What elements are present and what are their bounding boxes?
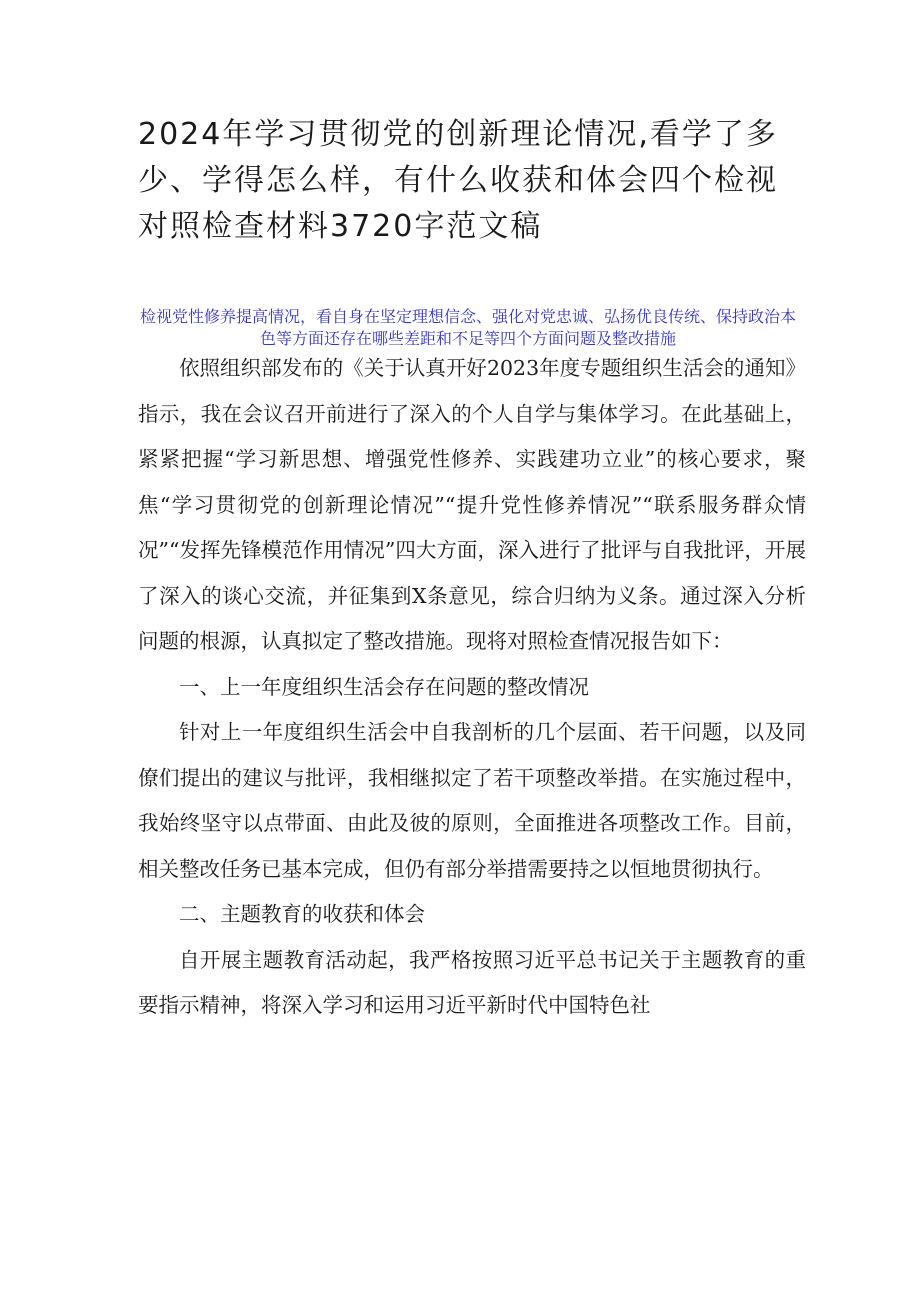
document-body (138, 346, 806, 1029)
paragraph-section-2: 自开展主题教育活动起，我严格按照习近平总书记关于主题教育的重要指示精神，将深入学习和运用习近平新时代中国特色社 (138, 947, 806, 1017)
section-heading-2: 二、主题教育的收获和体会 (179, 902, 425, 926)
paragraph-section-1: 针对上一年度组织生活会中自我剖析的几个层面、若干问题，以及同僚们提出的建议与批评，我相继拟定了若干项整改举措。在实施过程中，我始终坚守以点带面、由此及彼的原则，全面推进各项整改工作。目前，相关整改任务已基本完成，但仍有部分举措需要持之以恒地贯彻执行。 (138, 720, 806, 881)
document-title: 2024年学习贯彻党的创新理论情况,看学了多少、学得怎么样，有什么收获和体会四个检视对照检查材料3720字范文稿 (138, 117, 778, 244)
paragraph-intro: 依照组织部发布的《关于认真开好2023年度专题组织生活会的通知》指示，我在会议召开前进行了深入的个人自学与集体学习。在此基础上，紧紧把握“学习新思想、增强党性修养、实践建功立业”的核心要求，聚焦“学习贯彻党的创新理论情况”“提升党性修养情况”“联系服务群众情况”“发挥先锋模范作用情况”四大方面，深入进行了批评与自我批评，开展了深入的谈心交流，并征集到X条意见，综合归纳为义条。通过深入分析问题的根源，认真拟定了整改措施。现将对照检查情况报告如下： (138, 356, 806, 653)
section-heading-1: 一、上一年度组织生活会存在问题的整改情况 (179, 674, 589, 699)
document-subtitle: 检视党性修养提高情况，看自身在坚定理想信念、强化对党忠诚、弘扬优良传统、保持政治本色等方面还存在哪些差距和不足等四个方面问题及整改措施 (139, 307, 796, 348)
